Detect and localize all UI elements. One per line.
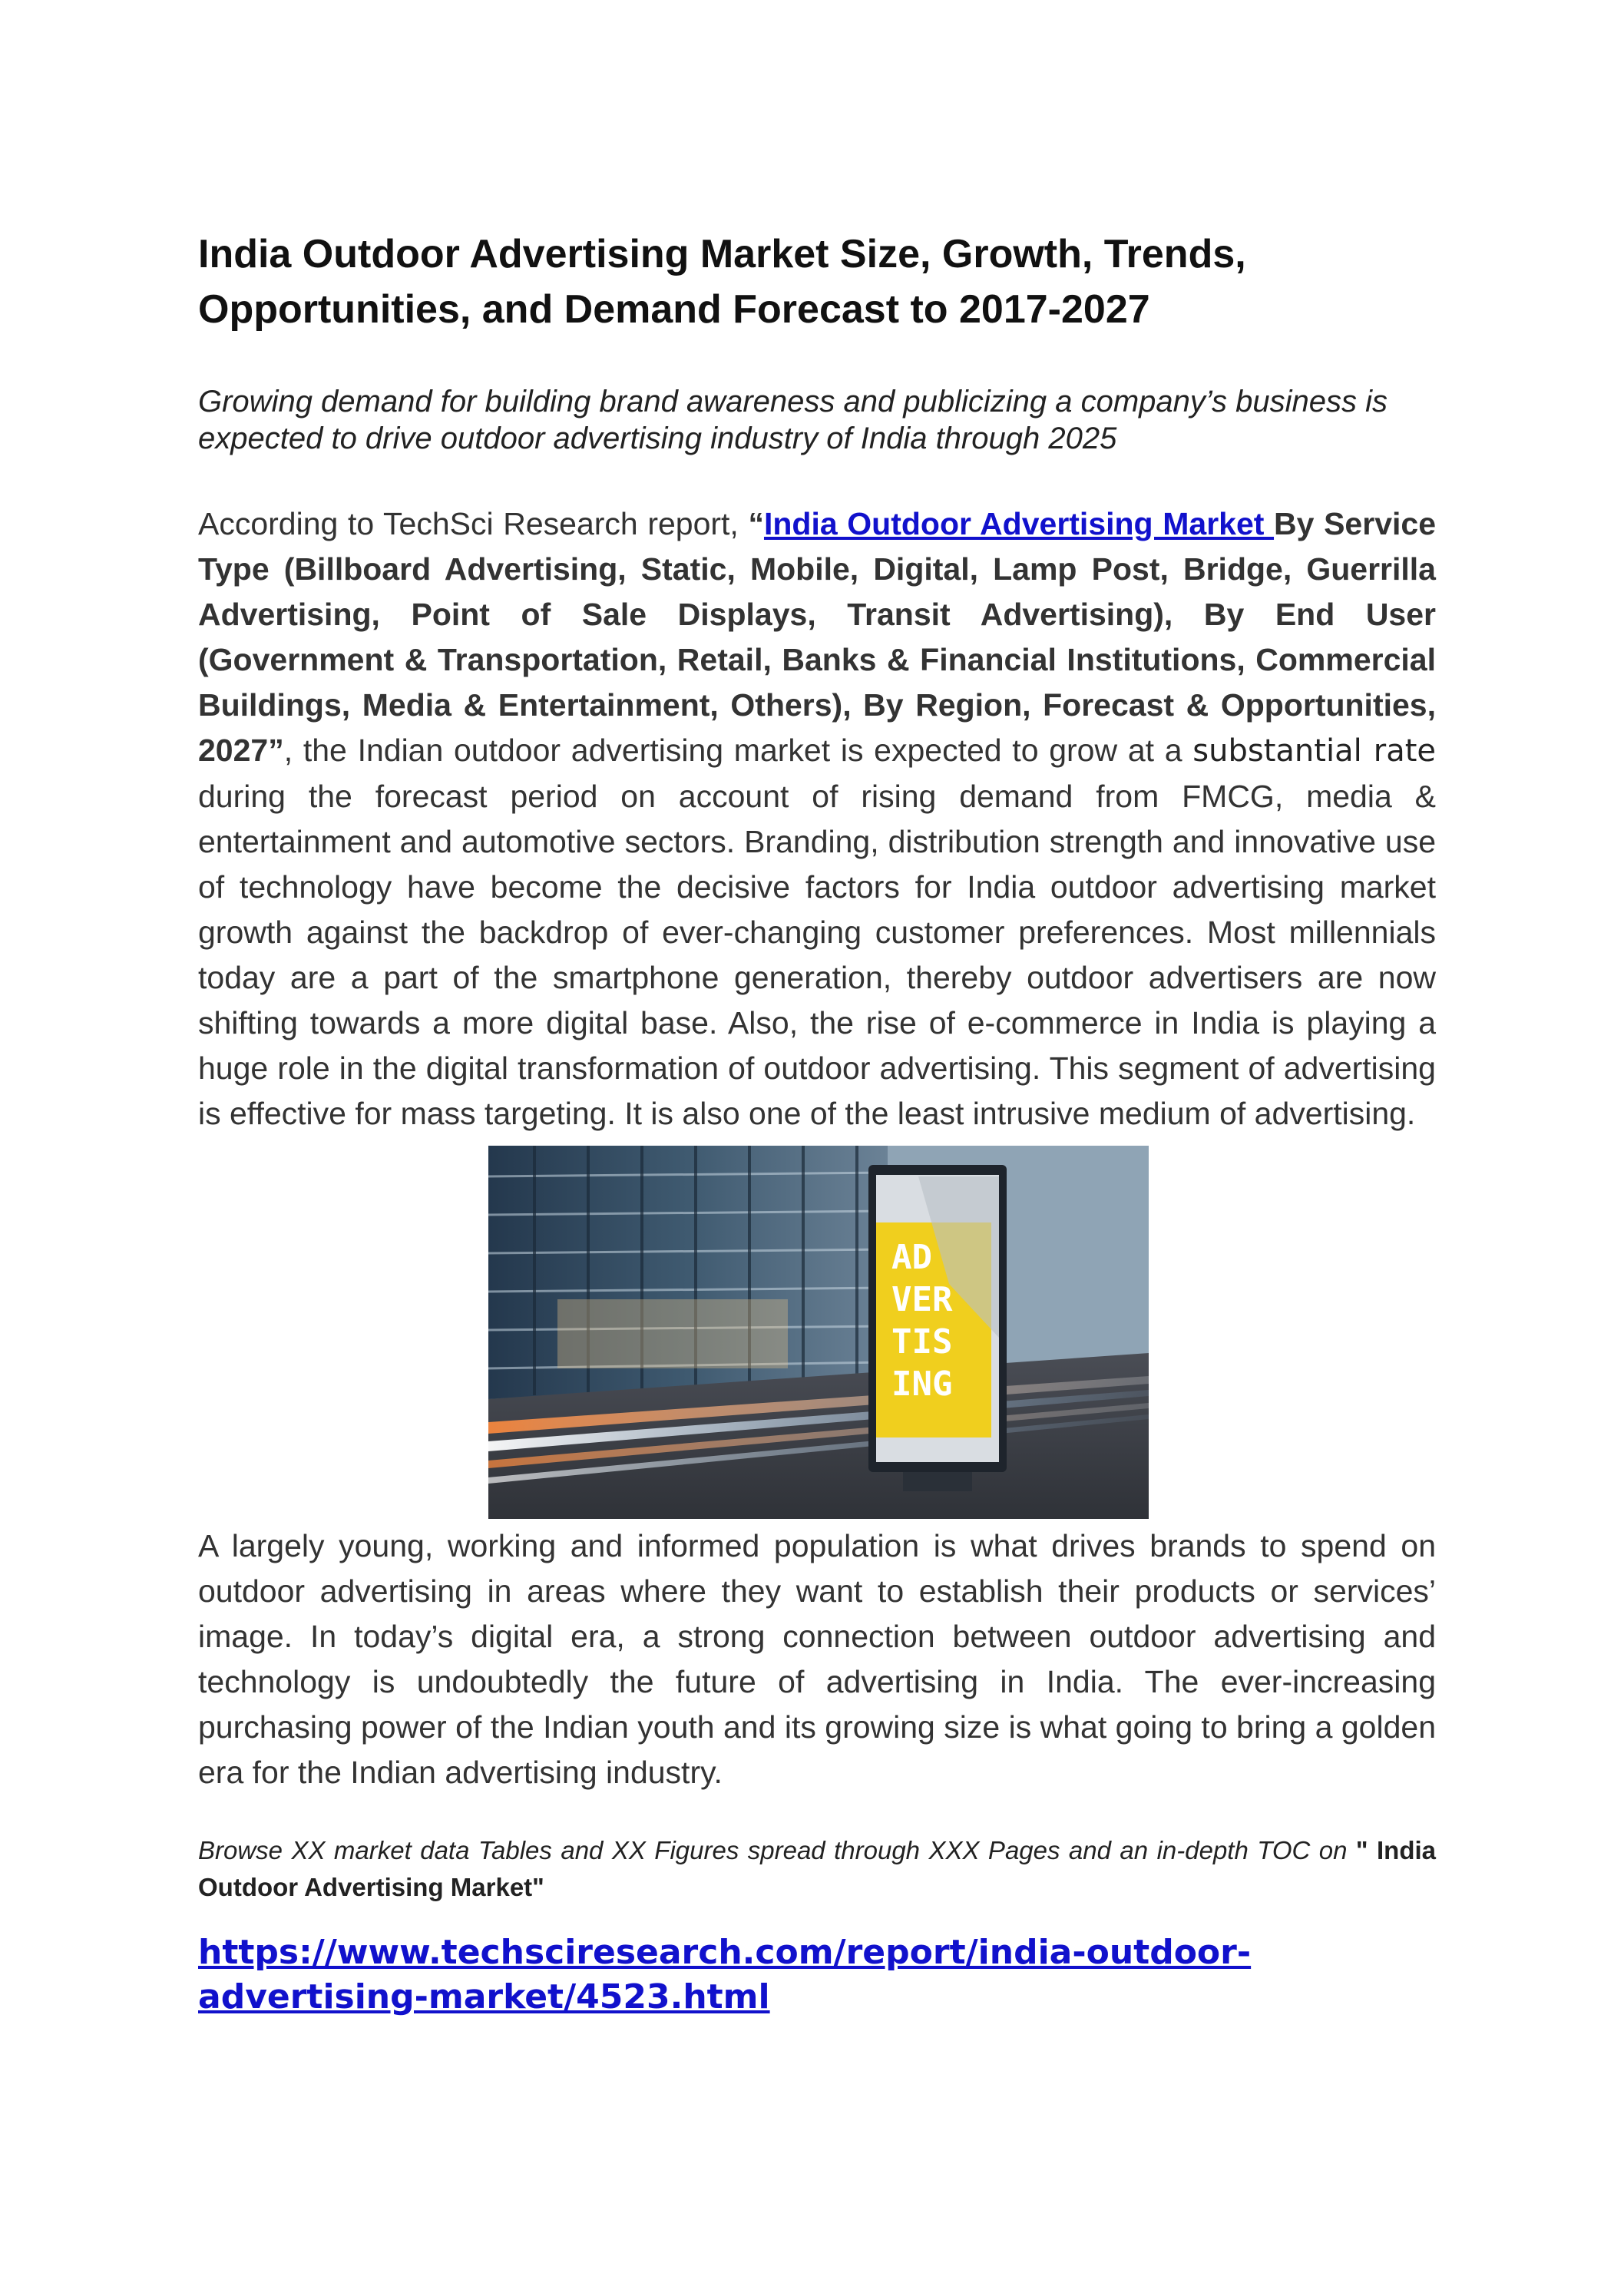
report-url-link[interactable]: https://www.techsciresearch.com/report/india-outdoor-advertising-market/4523.html bbox=[198, 1933, 1252, 2016]
billboard-line-1: AD bbox=[891, 1238, 932, 1277]
highlight-text: substantial rate bbox=[1192, 733, 1436, 769]
city-billboard-illustration bbox=[488, 1146, 1149, 1519]
billboard-line-2: VER bbox=[891, 1280, 953, 1319]
subtitle: Growing demand for building brand awareness and publicizing a company’s business is expected to drive outdoor advertising industry of India through 2025 bbox=[198, 385, 1388, 455]
intro-after-bold: , the Indian outdoor advertising market is expected to grow at a bbox=[283, 733, 1193, 768]
intro-rest: during the forecast period on account of rising demand from FMCG, media & entertainment and automotive sectors. Branding, distribution strength and innovative use of technology have become the decisive factors for India outdoor advertising market growth against the backdrop of ever-changing customer preferences. Most millennials today are a part of the smartphone generation, thereby outdoor advertisers are now shifting towards a more digital base. Also, the rise of e-commerce in India is playing a huge role in the digital transformation of outdoor advertising. This segment of advertising is effective for mass targeting. It is also one of the least intrusive medium of advertising. bbox=[198, 779, 1436, 1131]
billboard-line-3: TIS bbox=[891, 1322, 953, 1361]
report-link[interactable]: India Outdoor Advertising Market bbox=[763, 506, 1275, 541]
page-title: India Outdoor Advertising Market Size, Growth, Trends, Opportunities, and Demand Forecast to 2017-2027 bbox=[198, 232, 1246, 332]
report-url bbox=[198, 1930, 1436, 2020]
billboard-line-4: ING bbox=[891, 1365, 953, 1404]
document-page bbox=[198, 227, 1436, 2020]
browse-note bbox=[198, 1832, 1436, 1906]
open-quote: “ bbox=[748, 506, 764, 541]
intro-lead: According to TechSci Research report, bbox=[198, 506, 749, 541]
intro-paragraph bbox=[198, 501, 1436, 1136]
billboard-image bbox=[488, 1146, 1149, 1519]
browse-market-name: " India Outdoor Advertising Market" bbox=[198, 1836, 1436, 1901]
paragraph-2: A largely young, working and informed population is what drives brands to spend on outdoor advertising in areas where they want to establish their products or services’ image. In today’s digital era, a strong connection between outdoor advertising and technology is undoubtedly the future of advertising in India. The ever-increasing purchasing power of the Indian youth and its growing size is what going to bring a golden era for the Indian advertising industry. bbox=[198, 1528, 1436, 1790]
browse-text: Browse XX market data Tables and XX Figures spread through XXX Pages and an in-depth TOC on bbox=[198, 1836, 1356, 1864]
report-title-bold: By Service Type (Billboard Advertising, Static, Mobile, Digital, Lamp Post, Bridge, Guerrilla Advertising, Point of Sale Displays, Transit Advertising), By End User (Government & Transportation, Retail, Banks & Financial Institutions, Commercial Buildings, Media & Entertainment, Others), By Region, Forecast & Opportunities, 2027” bbox=[198, 506, 1436, 768]
